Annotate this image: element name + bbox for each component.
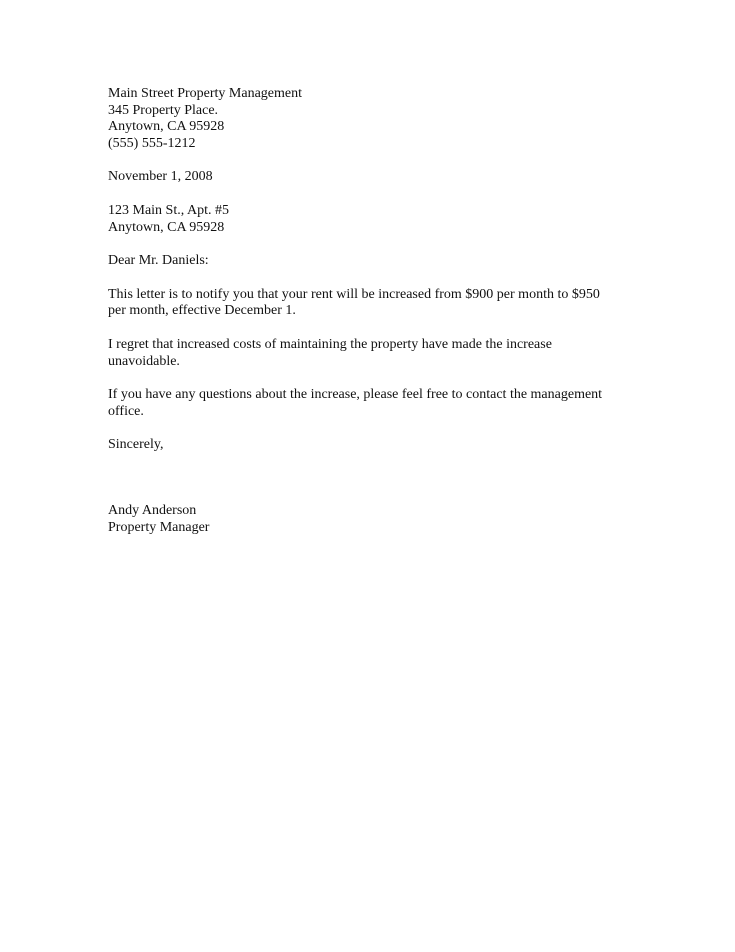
paragraph-line: If you have any questions about the increase, please feel free to contact the management [108, 387, 603, 403]
paragraph-line: I regret that increased costs of maintaining the property have made the increase [108, 336, 552, 352]
signer-title: Property Manager [108, 519, 210, 535]
recipient-city-state-zip: Anytown, CA 95928 [108, 219, 225, 235]
paragraph-line: per month, effective December 1. [108, 303, 296, 319]
recipient-street: 123 Main St., Apt. #5 [108, 202, 229, 218]
salutation: Dear Mr. Daniels: [108, 253, 209, 269]
signer-name: Andy Anderson [108, 502, 197, 518]
paragraph-line: office. [108, 403, 144, 419]
closing: Sincerely, [108, 437, 164, 453]
sender-phone: (555) 555-1212 [108, 135, 196, 151]
paragraph-line: This letter is to notify you that your rent will be increased from $900 per month to $950 [108, 286, 600, 302]
sender-city-state-zip: Anytown, CA 95928 [108, 119, 225, 135]
body-paragraph-3 [108, 387, 628, 420]
letter-date: November 1, 2008 [108, 169, 213, 185]
sender-address [108, 86, 628, 152]
body-paragraph-1 [108, 287, 628, 320]
body-paragraph-2 [108, 337, 628, 370]
letter-body [108, 86, 628, 536]
sender-company: Main Street Property Management [108, 86, 303, 101]
sender-street: 345 Property Place. [108, 102, 219, 118]
recipient-address [108, 203, 628, 236]
paragraph-line: unavoidable. [108, 353, 180, 369]
signature-block [108, 503, 628, 536]
